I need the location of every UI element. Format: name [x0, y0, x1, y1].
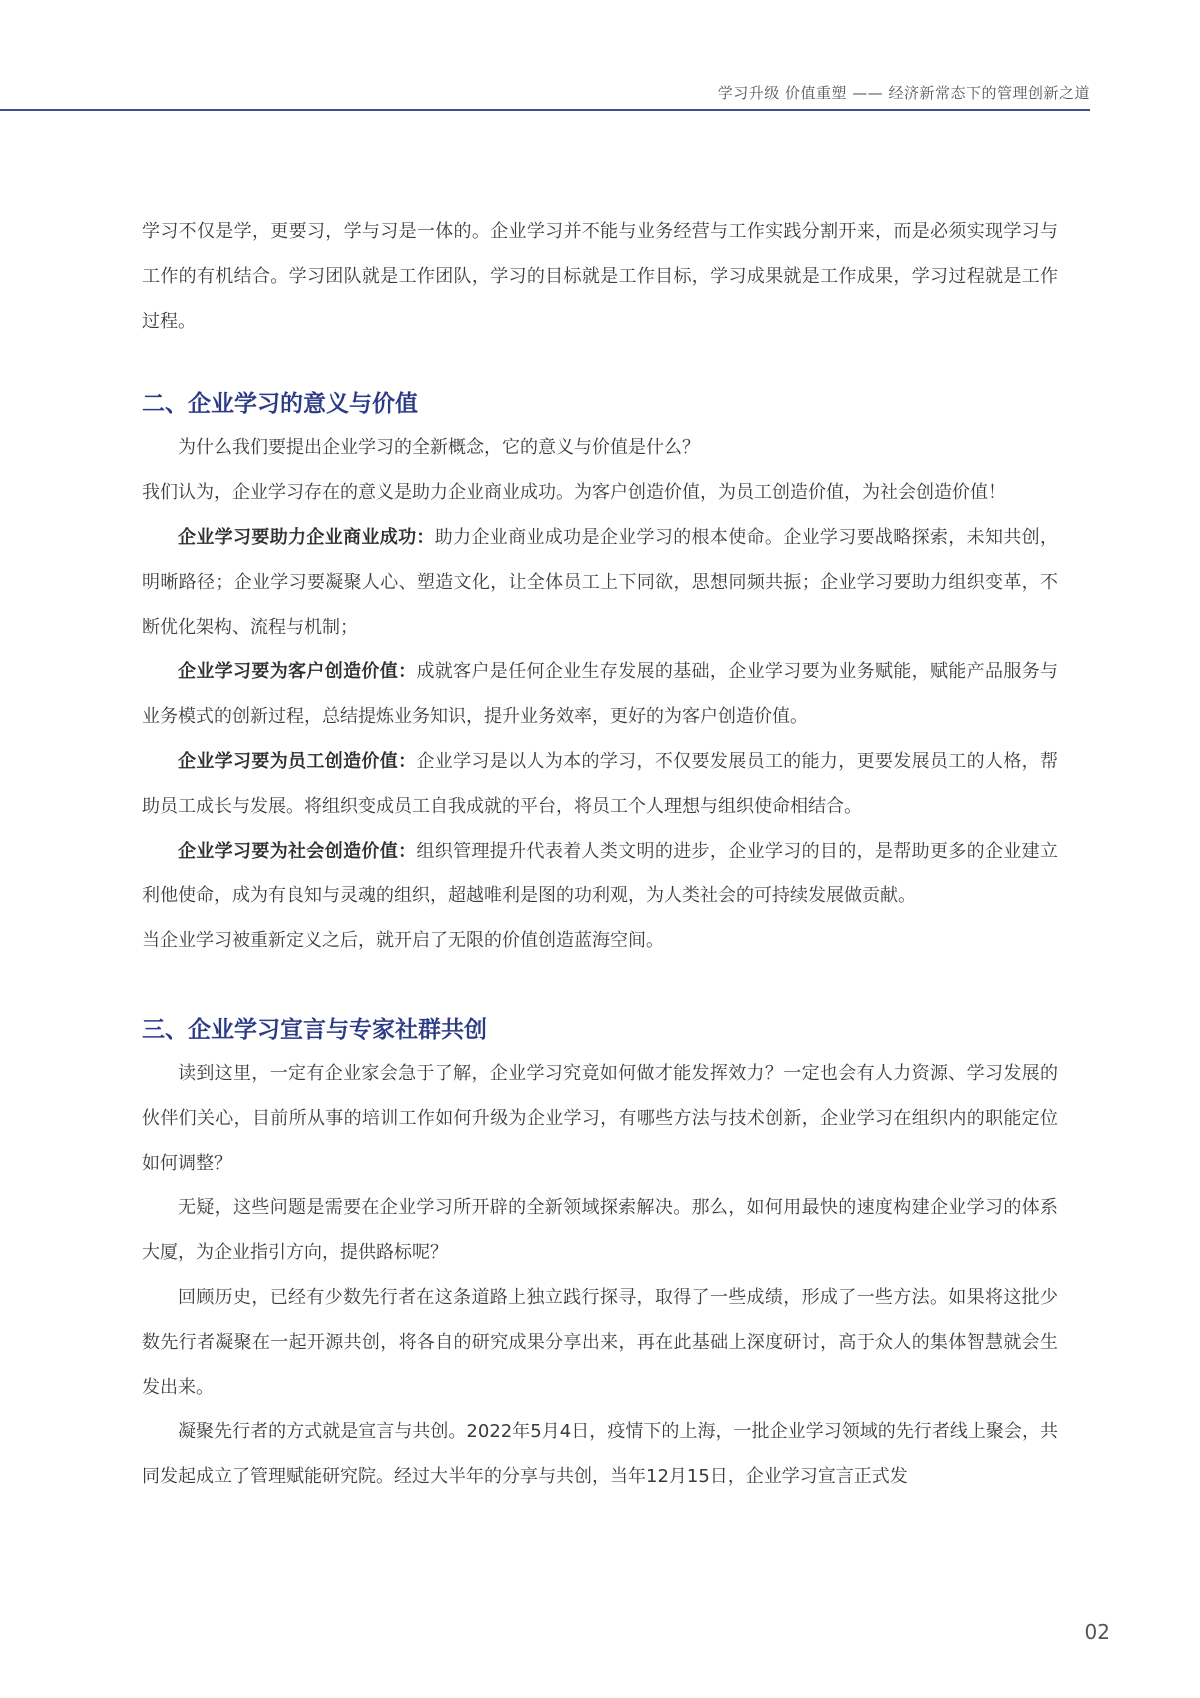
point-label: 企业学习要为社会创造价值：	[178, 840, 417, 862]
point-text: 组织管理提升代表着人类文明的进步，企业学习的目的，是帮助更多的企业建立利他使命，成为有良知与灵魂的组织，超越唯利是图的功利观，为人类社会的可持续发展做贡献。	[142, 840, 1059, 907]
section2-answer: 我们认为，企业学习存在的意义是助力企业商业成功。为客户创造价值，为员工创造价值，为社会创造价值！	[142, 482, 1006, 504]
section3-paragraph: 凝聚先行者的方式就是宣言与共创。2022年5月4日，疫情下的上海，一批企业学习领域的先行者线上聚会，共同发起成立了管理赋能研究院。经过大半年的分享与共创，当年12月15日，企业学习宣言正式发	[142, 1421, 1058, 1488]
point-employee-value	[142, 740, 1058, 830]
page-number: 02	[1084, 1620, 1110, 1644]
section-title-manifesto: 三、企业学习宣言与专家社群共创	[142, 1016, 487, 1043]
header-rule	[0, 109, 1090, 111]
running-header: 学习升级 价值重塑 —— 经济新常态下的管理创新之道	[717, 84, 1090, 102]
intro-paragraph: 学习不仅是学，更要习，学与习是一体的。企业学习并不能与业务经营与工作实践分割开来，而是必须实现学习与工作的有机结合。学习团队就是工作团队，学习的目标就是工作目标，学习成果就是工作成果，学习过程就是工作过程。	[142, 221, 1058, 332]
point-label: 企业学习要为客户创造价值：	[178, 661, 417, 683]
section3-paragraph: 回顾历史，已经有少数先行者在这条道路上独立践行探寻，取得了一些成绩，形成了一些方法。如果将这批少数先行者凝聚在一起开源共创，将各自的研究成果分享出来，再在此基础上深度研讨，高于众人的集体智慧就会生发出来。	[142, 1286, 1058, 1398]
point-text: 助力企业商业成功是企业学习的根本使命。企业学习要战略探索，未知共创，明晰路径；企业学习要凝聚人心、塑造文化，让全体员工上下同欲，思想同频共振；企业学习要助力组织变革，不断优化架构、流程与机制；	[142, 526, 1058, 638]
section2-question: 为什么我们要提出企业学习的全新概念，它的意义与价值是什么？	[178, 437, 700, 459]
section3-paragraph: 读到这里，一定有企业家会急于了解，企业学习究竟如何做才能发挥效力？一定也会有人力资源、学习发展的伙伴们关心，目前所从事的培训工作如何升级为企业学习，有哪些方法与技术创新，企业学习在组织内的职能定位如何调整？	[142, 1062, 1058, 1174]
page-content	[142, 210, 1058, 1500]
point-label: 企业学习要为员工创造价值：	[178, 750, 417, 772]
point-label: 企业学习要助力企业商业成功：	[178, 526, 435, 548]
point-society-value	[142, 830, 1058, 920]
point-customer-value	[142, 650, 1058, 740]
point-text: 成就客户是任何企业生存发展的基础，企业学习要为业务赋能，赋能产品服务与业务模式的创新过程，总结提炼业务知识，提升业务效率，更好的为客户创造价值。	[142, 661, 1059, 728]
point-text: 企业学习是以人为本的学习，不仅要发展员工的能力，更要发展员工的人格，帮助员工成长与发展。将组织变成员工自我成就的平台，将员工个人理想与组织使命相结合。	[142, 750, 1059, 817]
section3-paragraph: 无疑，这些问题是需要在企业学习所开辟的全新领域探索解决。那么，如何用最快的速度构建企业学习的体系大厦，为企业指引方向，提供路标呢？	[142, 1197, 1058, 1264]
section2-closing: 当企业学习被重新定义之后，就开启了无限的价值创造蓝海空间。	[142, 930, 664, 952]
section-title-meaning-value: 二、企业学习的意义与价值	[142, 391, 418, 418]
point-business-success	[142, 516, 1058, 650]
